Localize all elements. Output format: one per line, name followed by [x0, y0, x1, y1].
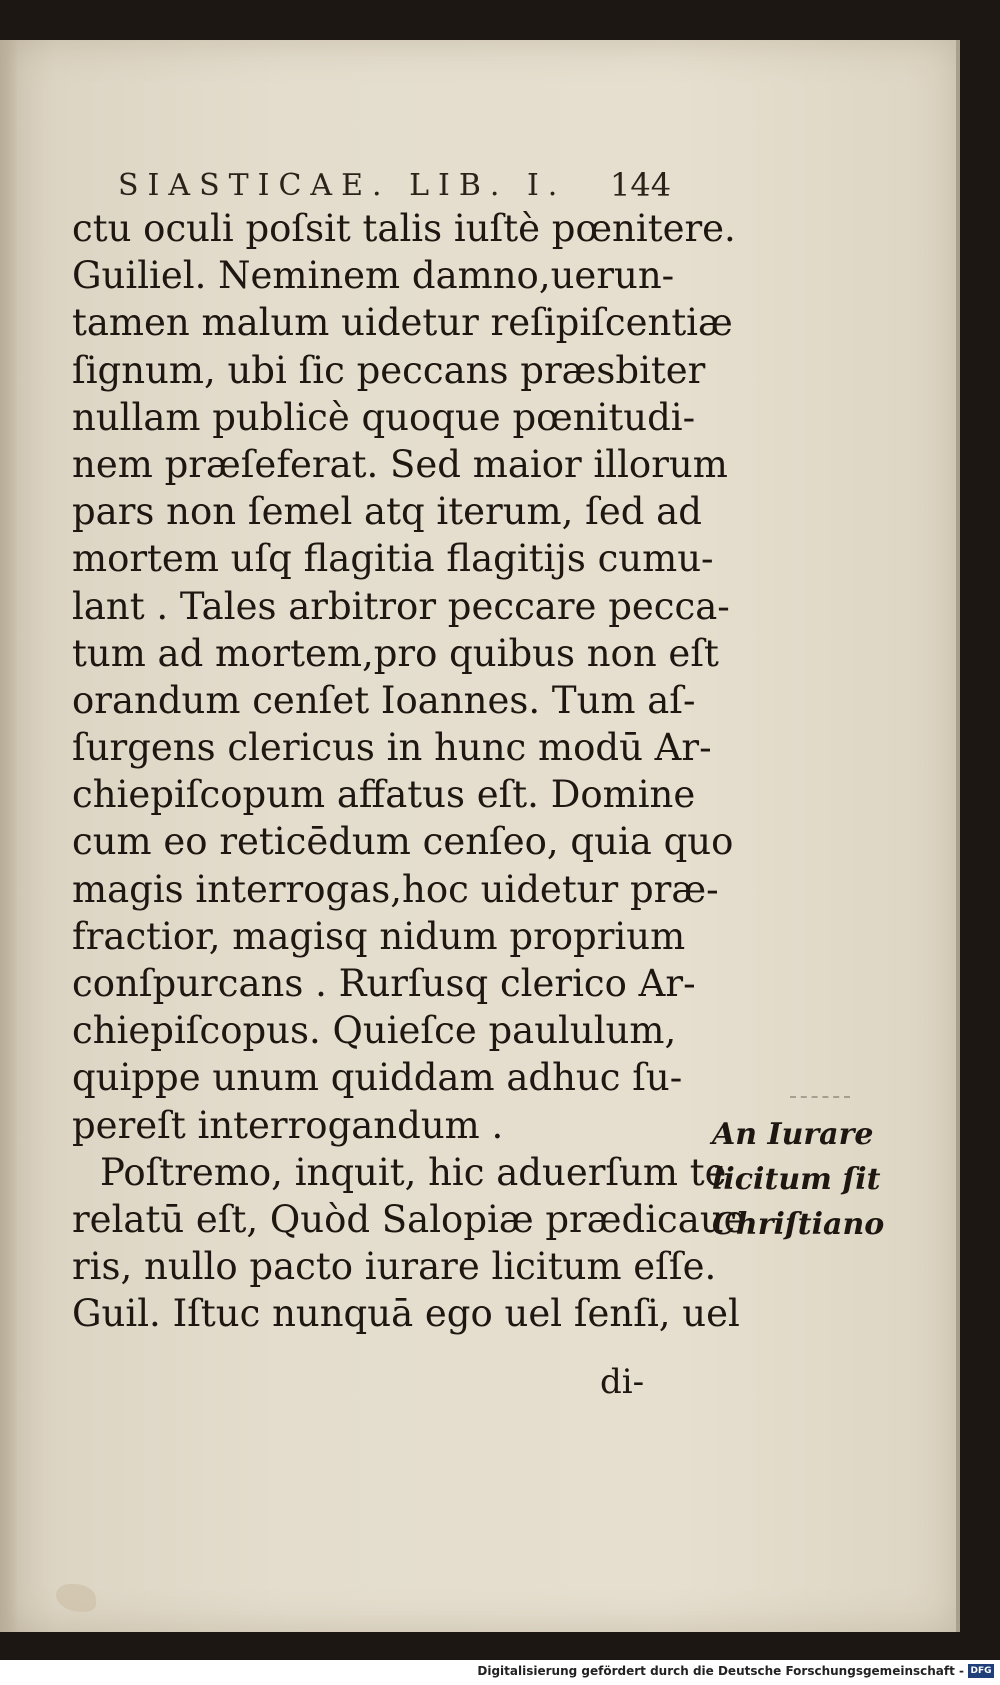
text-line: nem præſeferat. Sed maior illorum — [72, 442, 728, 486]
running-head: SIASTICAE. LIB. I. — [118, 168, 567, 203]
text-line: cum eo reticēdum cenſeo, quia quo — [72, 820, 734, 864]
text-line: ris, nullo pacto iurare licitum eſſe. — [72, 1245, 717, 1289]
text-line: ſurgens clericus in hunc modū Ar- — [72, 726, 712, 770]
text-line: orandum cenſet Ioannes. Tum aſ- — [72, 678, 696, 722]
dfg-logo: DFG — [968, 1664, 994, 1678]
text-line: ctu oculi poſsit talis iuſtè pœnitere. — [72, 207, 736, 250]
text-line: pars non ſemel atq iterum, ſed ad — [72, 490, 702, 534]
text-line: Guiliel. Neminem damno,uerun- — [72, 254, 675, 298]
text-line: pereſt interrogandum . — [72, 1103, 504, 1147]
text-line: ſignum, ubi ſic peccans præsbiter — [72, 348, 706, 392]
paragraph-start-line: Poſtremo, inquit, hic aduerſum te — [100, 1150, 727, 1194]
text-line: Guil. Iſtuc nunquā ego uel ſenſi, uel — [72, 1292, 740, 1336]
page-gutter-shadow — [0, 40, 18, 1632]
margin-note-line: An Iurare — [712, 1117, 874, 1152]
text-line: chiepiſcopum affatus eſt. Domine — [72, 773, 696, 817]
margin-note-line: licitum ſit — [712, 1162, 881, 1197]
margin-note-line: Chriſtiano — [712, 1207, 885, 1242]
text-line: chiepiſcopus. Quieſce paululum, — [72, 1009, 677, 1053]
margin-rule — [790, 1096, 850, 1100]
catchword: di- — [600, 1362, 645, 1402]
text-line: fractior, magisq nidum proprium — [72, 914, 686, 958]
margin-note — [712, 1112, 885, 1247]
text-line: quippe unum quiddam adhuc ſu- — [72, 1056, 683, 1100]
body-text — [72, 205, 746, 1338]
text-line: relatū eſt, Quòd Salopiæ prædicaue — [72, 1197, 746, 1241]
footer-bar — [0, 1660, 1000, 1685]
text-line: mortem uſq flagitia flagitijs cumu- — [72, 537, 714, 581]
page-number: 144 — [610, 166, 672, 204]
text-line: magis interrogas,hoc uidetur præ- — [72, 867, 719, 911]
text-line: lant . Tales arbitror peccare pecca- — [72, 584, 730, 628]
text-line: tum ad mortem,pro quibus non eſt — [72, 631, 719, 675]
text-line: nullam publicè quoque pœnitudi- — [72, 395, 696, 439]
footer-credit: Digitalisierung gefördert durch die Deutsche Forschungsgemeinschaft - — [477, 1664, 964, 1678]
text-line: tamen malum uidetur reſipiſcentiæ — [72, 301, 733, 345]
text-line: conſpurcans . Rurſusq clerico Ar- — [72, 962, 696, 1005]
